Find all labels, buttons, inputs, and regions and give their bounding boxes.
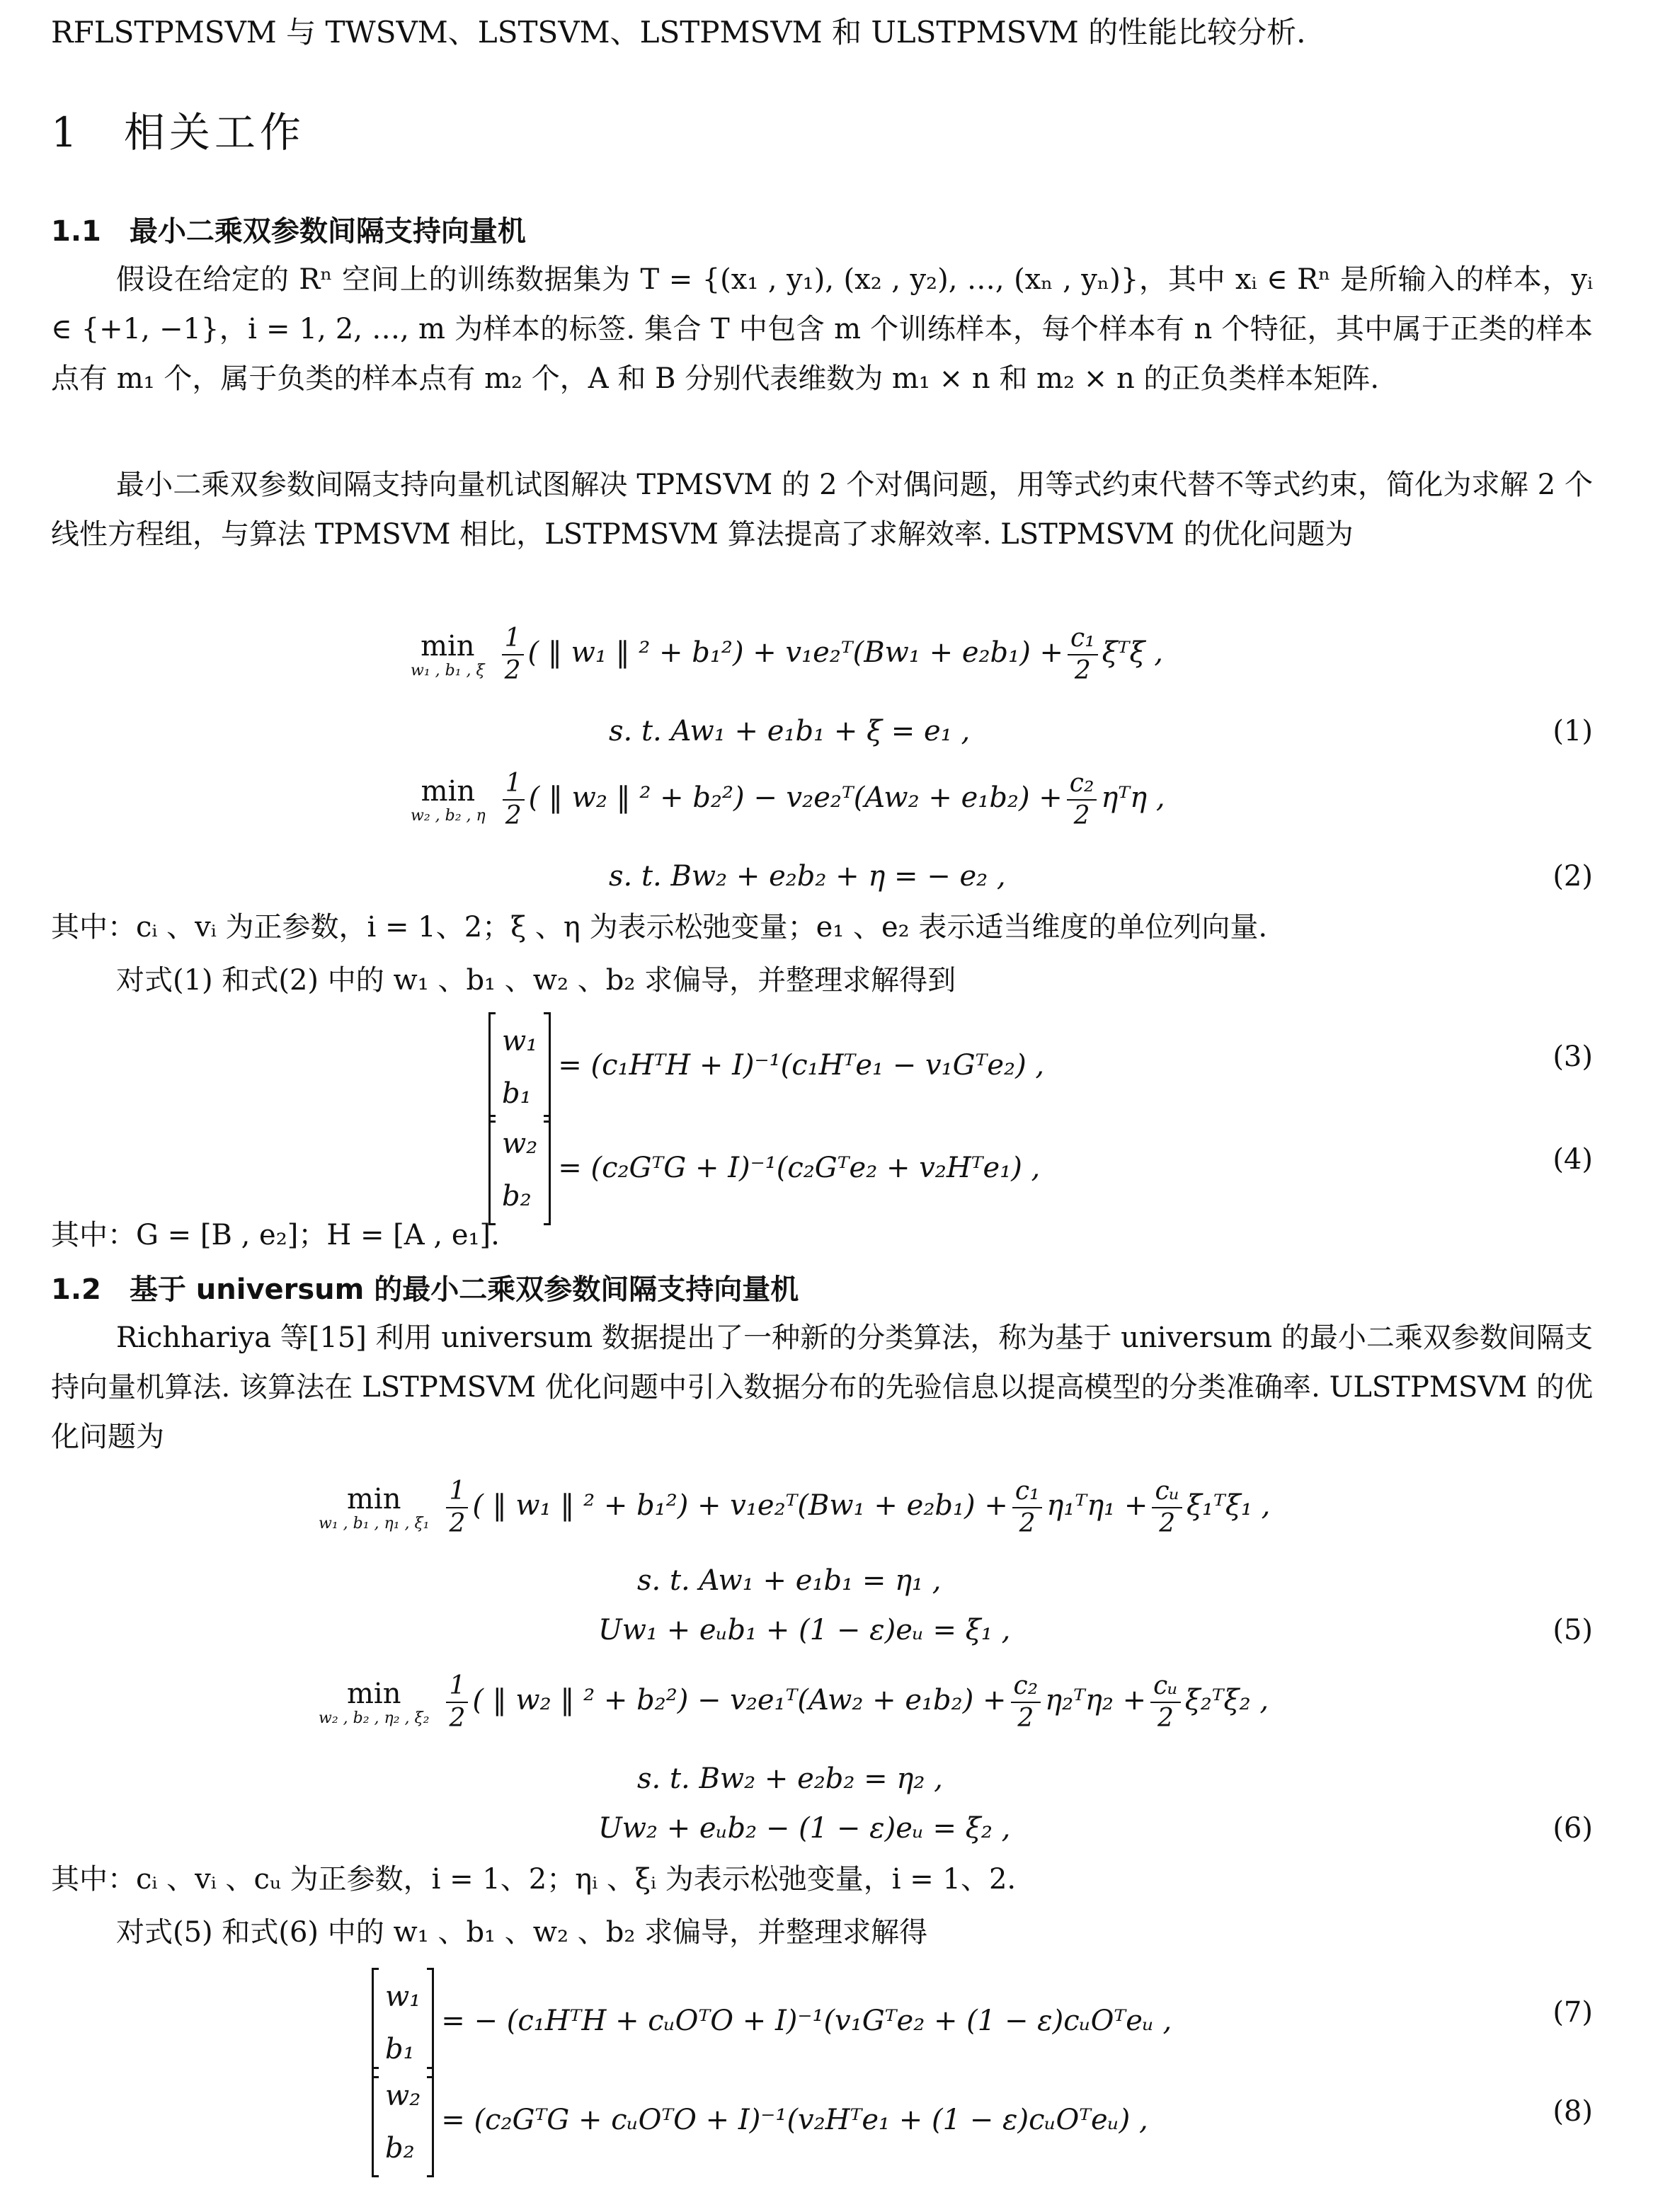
fraction: $\frac{\text{c₂}}{2}$: [1067, 768, 1097, 832]
equation-number: (8): [1553, 2095, 1593, 2128]
derive-text-2: 对式(5) 和式(6) 中的 w₁ 、b₁ 、w₂ 、b₂ 求偏导，并整理求解得: [116, 1916, 928, 1949]
equation-8: [372, 2067, 1148, 2177]
eq4-rhs: = (c₂GᵀG + I)⁻¹(c₂Gᵀe₂ + v₂Hᵀe₁) ,: [558, 1152, 1041, 1184]
fraction: $\frac{1}{2}$: [503, 768, 525, 832]
paragraph-dataset: 假设在给定的 Rⁿ 空间上的训练数据集为 T = {(x₁ , y₁), (x₂ , y₂), …, (xₙ , yₙ)}，其中 xᵢ ∈ Rⁿ 是所输入的样本，yᵢ ∈ {+1, −1}，i = 1, 2, …, m 为样本的标签. 集合 T 中包含 m 个训练样本，每个样本有 n 个特征，其中属于正类的样本点有 m₁ 个，属于负类的样本点有 m₂ 个，A 和 B 分别代表维数为 m₁ × n 和 m₂ × n 的正负类样本矩阵.: [51, 263, 1593, 395]
equation-number: (3): [1553, 1041, 1593, 1073]
equation-5-objective: [319, 1476, 1270, 1540]
min-operator: min w₁ , b₁ , ξ: [411, 630, 485, 680]
equation-4: [488, 1115, 1040, 1225]
subsection-title: 最小二乘双参数间隔支持向量机: [129, 215, 526, 248]
subsection-number: 1.2: [51, 1273, 101, 1306]
equation-number: (2): [1553, 860, 1593, 893]
equation-1-objective: [411, 623, 1163, 687]
subsection-number: 1.1: [51, 215, 101, 248]
where-clause-1: 其中：cᵢ 、vᵢ 为正参数，i = 1、2；ξ 、η 为表示松弛变量；e₁ 、e₂ 表示适当维度的单位列向量.: [51, 911, 1268, 944]
derive-text-1: 对式(1) 和式(2) 中的 w₁ 、b₁ 、w₂ 、b₂ 求偏导，并整理求解得到: [116, 964, 956, 997]
equation-6-constraint-1: s. t. Bw₂ + e₂b₂ = η₂ ,: [637, 1763, 943, 1795]
equation-6-objective: [319, 1671, 1269, 1734]
eq5-terms: ( ‖ w₁ ‖ ² + b₁²) + v₁e₂ᵀ(Bw₁ + e₂b₁) +: [472, 1489, 1008, 1522]
eq5-eta: η₁ᵀη₁ +: [1046, 1489, 1148, 1522]
equation-number: (1): [1553, 715, 1593, 747]
subsection-heading-1-1: [51, 209, 526, 249]
section-title: 相关工作: [123, 108, 305, 156]
where-clause-3: 其中：cᵢ 、vᵢ 、cᵤ 为正参数，i = 1、2；ηᵢ 、ξᵢ 为表示松弛变量，i = 1、2.: [51, 1863, 1017, 1896]
paragraph-ulstpmsvm: Richhariya 等[15] 利用 universum 数据提出了一种新的分类算法，称为基于 universum 的最小二乘双参数间隔支持向量机算法. 该算法在 LSTPMSVM 优化问题中引入数据分布的先验信息以提高模型的分类准确率. ULSTPMSVM 的优化问题为: [51, 1322, 1593, 1453]
equation-2-constraint: s. t. Bw₂ + e₂b₂ + η = − e₂ ,: [609, 860, 1006, 893]
eq3-rhs: = (c₁HᵀH + I)⁻¹(c₁Hᵀe₁ − v₁Gᵀe₂) ,: [558, 1049, 1045, 1082]
equation-number: (4): [1553, 1143, 1593, 1176]
equation-number: (7): [1553, 1996, 1593, 2029]
where-clause-2: 其中：G = [B , e₂]；H = [A , e₁].: [51, 1219, 500, 1251]
eq2-terms: ( ‖ w₂ ‖ ² + b₂²) − v₂e₂ᵀ(Aw₂ + e₁b₂) +: [528, 781, 1063, 814]
subsection-title: 基于 universum 的最小二乘双参数间隔支持向量机: [129, 1273, 799, 1306]
eq1-terms: ( ‖ w₁ ‖ ² + b₁²) + v₁e₂ᵀ(Bw₁ + e₂b₁) +: [527, 636, 1064, 669]
vector-w1-b1: w₁ b₁: [372, 1968, 434, 2078]
paragraph-lstpmsvm: 最小二乘双参数间隔支持向量机试图解决 TPMSVM 的 2 个对偶问题，用等式约束代替不等式约束，简化为求解 2 个线性方程组，与算法 TPMSVM 相比，LSTPMSVM 算法提高了求解效率. LSTPMSVM 的优化问题为: [51, 469, 1593, 551]
fraction: $\frac{\text{cᵤ}}{2}$: [1150, 1671, 1181, 1734]
fraction: $\frac{\text{c₁}}{2}$: [1068, 623, 1098, 687]
subsection-heading-1-2: [51, 1267, 799, 1307]
min-operator: min w₁ , b₁ , η₁ , ξ₁: [319, 1483, 430, 1532]
eq1-slack: ξᵀξ ,: [1102, 636, 1163, 669]
eq6-eta: η₂ᵀη₂ +: [1045, 1684, 1147, 1717]
equation-number: (6): [1553, 1812, 1593, 1845]
vector-w2-b2: w₂ b₂: [372, 2067, 434, 2177]
section-number: 1: [51, 108, 81, 156]
min-operator: min w₂ , b₂ , η: [411, 775, 486, 825]
equation-1-constraint: s. t. Aw₁ + e₁b₁ + ξ = e₁ ,: [609, 715, 971, 747]
equation-number: (5): [1553, 1614, 1593, 1646]
fraction: $\frac{\text{c₁}}{2}$: [1012, 1476, 1043, 1540]
eq6-xi: ξ₂ᵀξ₂ ,: [1184, 1684, 1269, 1717]
equation-2-objective: [411, 768, 1165, 832]
intro-line: RFLSTPMSVM 与 TWSVM、LSTSVM、LSTPMSVM 和 ULSTPMSVM 的性能比较分析.: [51, 15, 1306, 50]
vector-w2-b2: w₂ b₂: [488, 1115, 551, 1225]
equation-5-constraint-2: Uw₁ + eᵤb₁ + (1 − ε)eᵤ = ξ₁ ,: [598, 1614, 1011, 1646]
eq5-xi: ξ₁ᵀξ₁ ,: [1186, 1489, 1271, 1522]
eq2-slack: ηᵀη ,: [1101, 781, 1165, 814]
equation-6-constraint-2: Uw₂ + eᵤb₂ − (1 − ε)eᵤ = ξ₂ ,: [598, 1812, 1011, 1845]
vector-w1-b1: w₁ b₁: [488, 1012, 551, 1123]
eq6-terms: ( ‖ w₂ ‖ ² + b₂²) − v₂e₁ᵀ(Aw₂ + e₁b₂) +: [472, 1684, 1007, 1717]
eq7-rhs: = − (c₁HᵀH + cᵤOᵀO + I)⁻¹(v₁Gᵀe₂ + (1 − ε)cᵤOᵀeᵤ ,: [441, 2005, 1172, 2037]
fraction: $\frac{1}{2}$: [446, 1671, 468, 1734]
eq8-rhs: = (c₂GᵀG + cᵤOᵀO + I)⁻¹(v₂Hᵀe₁ + (1 − ε)cᵤOᵀeᵤ) ,: [441, 2104, 1148, 2136]
fraction: $\frac{1}{2}$: [446, 1476, 468, 1540]
equation-7: [372, 1968, 1172, 2078]
min-operator: min w₂ , b₂ , η₂ , ξ₂: [319, 1678, 430, 1727]
equation-3: [488, 1012, 1044, 1123]
fraction: $\frac{1}{2}$: [502, 623, 524, 687]
section-heading: [51, 99, 305, 159]
fraction: $\frac{\text{cᵤ}}{2}$: [1152, 1476, 1182, 1540]
fraction: $\frac{\text{c₂}}{2}$: [1011, 1671, 1041, 1734]
equation-5-constraint-1: s. t. Aw₁ + e₁b₁ = η₁ ,: [637, 1564, 942, 1597]
